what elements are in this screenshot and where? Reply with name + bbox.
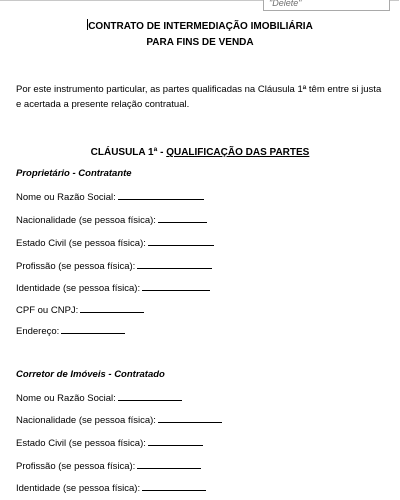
fill-in-blank[interactable] <box>137 259 212 269</box>
field-endereco-contratante[interactable] <box>16 324 125 338</box>
field-label: Nacionalidade (se pessoa física): <box>16 215 156 226</box>
intro-paragraph-line-1: Por este instrumento particular, as partes qualificadas na Cláusula 1ª têm entre si justa <box>16 84 382 95</box>
field-label: Nome ou Razão Social: <box>16 192 116 203</box>
delete-tag[interactable] <box>263 0 390 11</box>
field-identidade-contratante[interactable] <box>16 281 210 295</box>
section-title-contratado: Corretor de Imóveis - Contratado <box>16 369 165 380</box>
field-label: CPF ou CNPJ: <box>16 305 79 316</box>
intro-paragraph-line-2: e acertada a presente relação contratual. <box>16 99 190 110</box>
fill-in-blank[interactable] <box>148 436 203 446</box>
field-estado-civil-contratado[interactable] <box>16 436 203 450</box>
field-label: Nacionalidade (se pessoa física): <box>16 415 156 426</box>
field-identidade-contratado[interactable] <box>16 481 206 495</box>
fill-in-blank[interactable] <box>158 213 207 223</box>
field-nacionalidade-contratante[interactable] <box>16 213 207 227</box>
field-nacionalidade-contratado[interactable] <box>16 413 222 427</box>
field-label: Estado Civil (se pessoa física): <box>16 238 146 249</box>
field-label: Profissão (se pessoa física): <box>16 461 136 472</box>
document-title-line-2: PARA FINS DE VENDA <box>146 37 254 48</box>
clause-1-prefix: CLÁUSULA 1ª - <box>90 147 167 158</box>
field-profissao-contratado[interactable] <box>16 459 201 473</box>
fill-in-blank[interactable] <box>118 391 182 401</box>
field-label: Identidade (se pessoa física): <box>16 483 141 494</box>
fill-in-blank[interactable] <box>61 324 125 334</box>
fill-in-blank[interactable] <box>148 236 214 246</box>
fill-in-blank[interactable] <box>158 413 222 423</box>
field-estado-civil-contratante[interactable] <box>16 236 214 250</box>
fill-in-blank[interactable] <box>118 190 204 200</box>
field-profissao-contratante[interactable] <box>16 259 212 273</box>
fill-in-blank[interactable] <box>142 281 210 291</box>
field-nome-contratado[interactable] <box>16 391 182 405</box>
field-label: Profissão (se pessoa física): <box>16 261 136 272</box>
document-title-text-1: CONTRATO DE INTERMEDIAÇÃO IMOBILIÁRIA <box>88 21 313 32</box>
field-label: Nome ou Razão Social: <box>16 393 116 404</box>
field-label: Endereço: <box>16 326 60 337</box>
fill-in-blank[interactable] <box>142 481 206 491</box>
clause-1-heading <box>0 147 400 159</box>
fill-in-blank[interactable] <box>137 459 201 469</box>
field-label: Identidade (se pessoa física): <box>16 283 141 294</box>
delete-tag-label: "Delete" <box>269 0 302 8</box>
document-title-line-1 <box>0 19 400 33</box>
field-label: Estado Civil (se pessoa física): <box>16 438 146 449</box>
section-title-contratante: Proprietário - Contratante <box>16 168 132 179</box>
fill-in-blank[interactable] <box>80 303 144 313</box>
clause-1-title: QUALIFICAÇÃO DAS PARTES <box>166 147 310 158</box>
field-nome-contratante[interactable] <box>16 190 204 204</box>
field-cpf-cnpj-contratante[interactable] <box>16 303 144 317</box>
